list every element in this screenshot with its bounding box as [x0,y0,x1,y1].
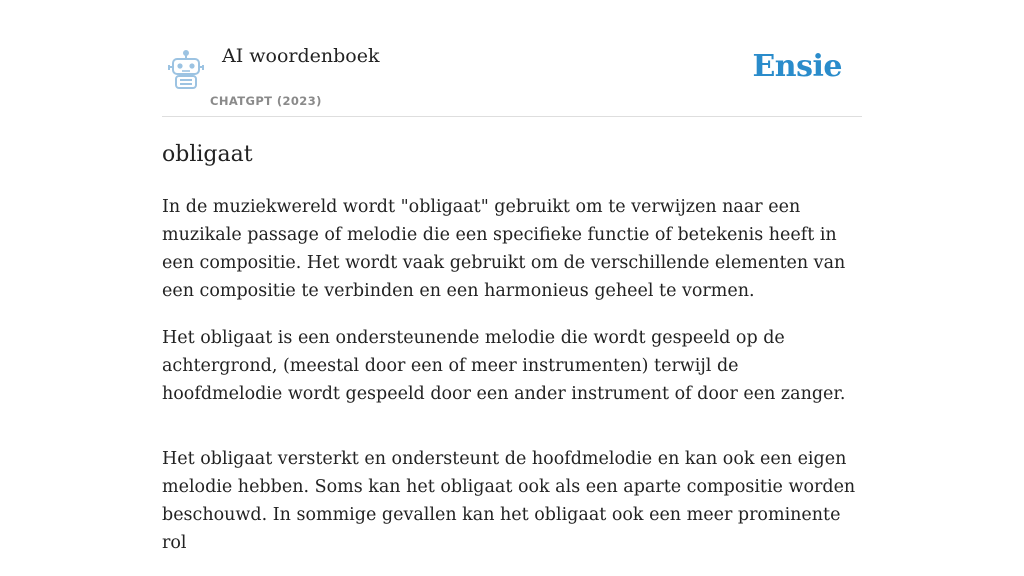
content-container [162,0,862,576]
entry-definition [162,193,862,557]
source-label: CHATGPT (2023) [210,94,322,108]
robot-icon [166,50,206,90]
definition-paragraph: Het obligaat versterkt en ondersteunt de hoofdmelodie en kan ook een eigen melodie hebben. Soms kan het obligaat ook als een aparte compositie worden beschouwd. In sommige gevallen kan het obligaat ook een meer prominente rol [162,449,856,553]
brand-logo[interactable]: Ensie [752,49,842,84]
header [162,0,862,117]
definition-paragraph: Het obligaat is een ondersteunende melodie die wordt gespeeld op de achtergrond, (meestal door een of meer instrumenten) terwijl de hoofdmelodie wordt gespeeld door een ander instrument of door een zanger. [162,328,846,404]
definition-paragraph: In de muziekwereld wordt "obligaat" gebruikt om te verwijzen naar een muzikale passage of melodie die een specifieke functie of betekenis heeft in een compositie. Het wordt vaak gebruikt om de verschillende elementen van een compositie te verbinden en een harmonieus geheel te vormen. [162,197,846,301]
entry-word: obligaat [162,142,253,167]
dictionary-title[interactable]: AI woordenboek [222,45,380,67]
